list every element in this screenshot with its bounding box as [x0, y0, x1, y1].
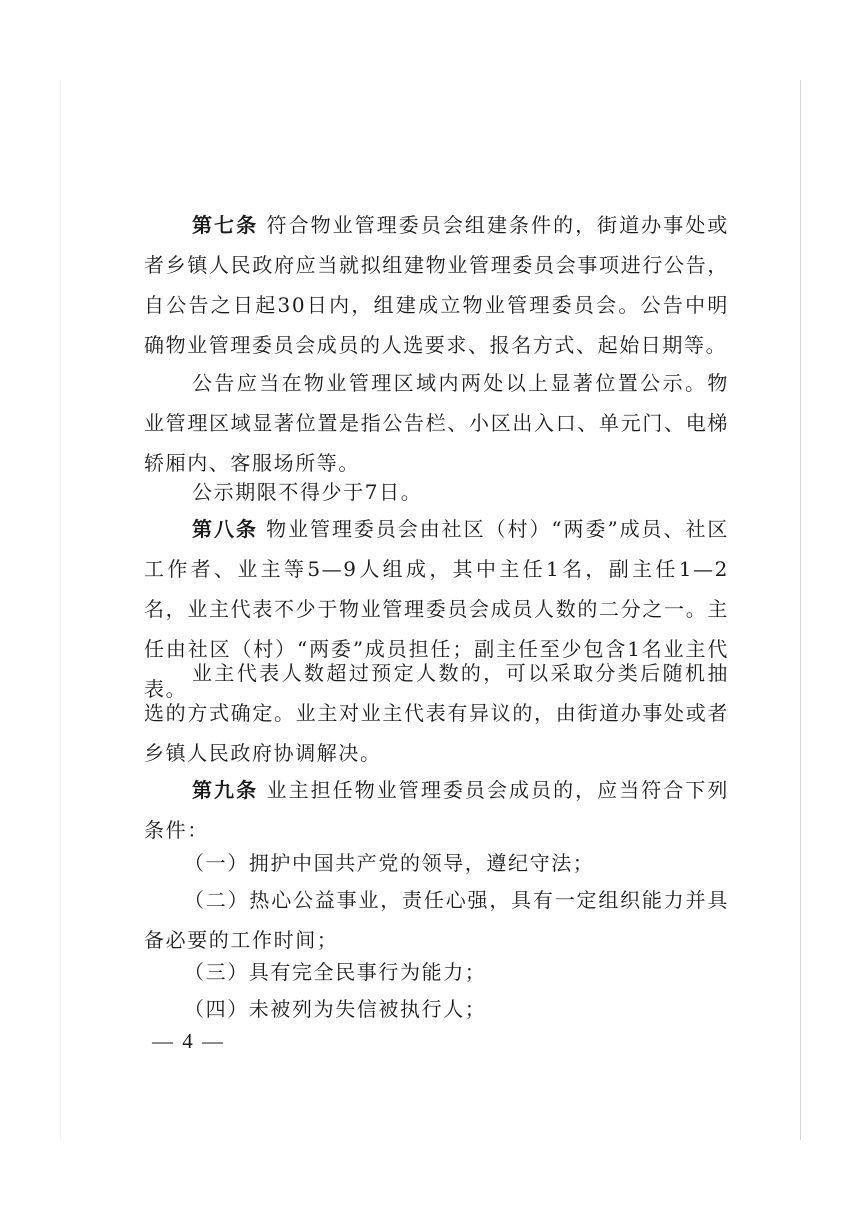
article-8-text-1: 物业管理委员会由社区（村）“两委”成员、社区工作者、业主等5—9人组成，其中主任1名，副主任1—2名，业主代表不少于物业管理委员会成员人数的二分之一。主任由社区（村）“两委”成员担任；副主任至少包含1名业主代表。 [144, 517, 729, 701]
article-9-heading: 第九条 [192, 778, 259, 802]
article-9-condition-1: （一）拥护中国共产党的领导，遵纪守法； [184, 851, 595, 875]
article-8-paragraph-2: 业主代表人数超过预定人数的，可以采取分类后随机抽选的方式确定。业主对业主代表有异议的，由街道办事处或者乡镇人民政府协调解决。 [144, 661, 729, 765]
article-7-paragraph-2: 公告应当在物业管理区域内两处以上显著位置公示。物业管理区域显著位置是指公告栏、小区出入口、单元门、电梯轿厢内、客服场所等。 [144, 371, 729, 475]
article-7-paragraph-1 [144, 205, 729, 365]
page-edge-left [60, 80, 61, 1140]
article-9-condition-2: （二）热心公益事业，责任心强，具有一定组织能力并具备必要的工作时间； [144, 888, 729, 952]
page-edge-right [800, 80, 801, 1140]
article-7-heading: 第七条 [192, 213, 259, 237]
article-7-text-1: 符合物业管理委员会组建条件的，街道办事处或者乡镇人民政府应当就拟组建物业管理委员会事项进行公告，自公告之日起30日内，组建成立物业管理委员会。公告中明确物业管理委员会成员的人选要求、报名方式、起始日期等。 [144, 213, 729, 357]
article-7-paragraph-3: 公示期限不得少于7日。 [192, 480, 423, 504]
article-8-heading: 第八条 [192, 517, 258, 541]
article-9-paragraph-1 [144, 770, 729, 850]
page-number: — 4 — [152, 1029, 225, 1053]
article-9-condition-4: （四）未被列为失信被执行人； [184, 997, 487, 1021]
article-9-text-1: 业主担任物业管理委员会成员的，应当符合下列条件： [144, 778, 729, 842]
article-9-condition-3: （三）具有完全民事行为能力； [184, 960, 487, 984]
